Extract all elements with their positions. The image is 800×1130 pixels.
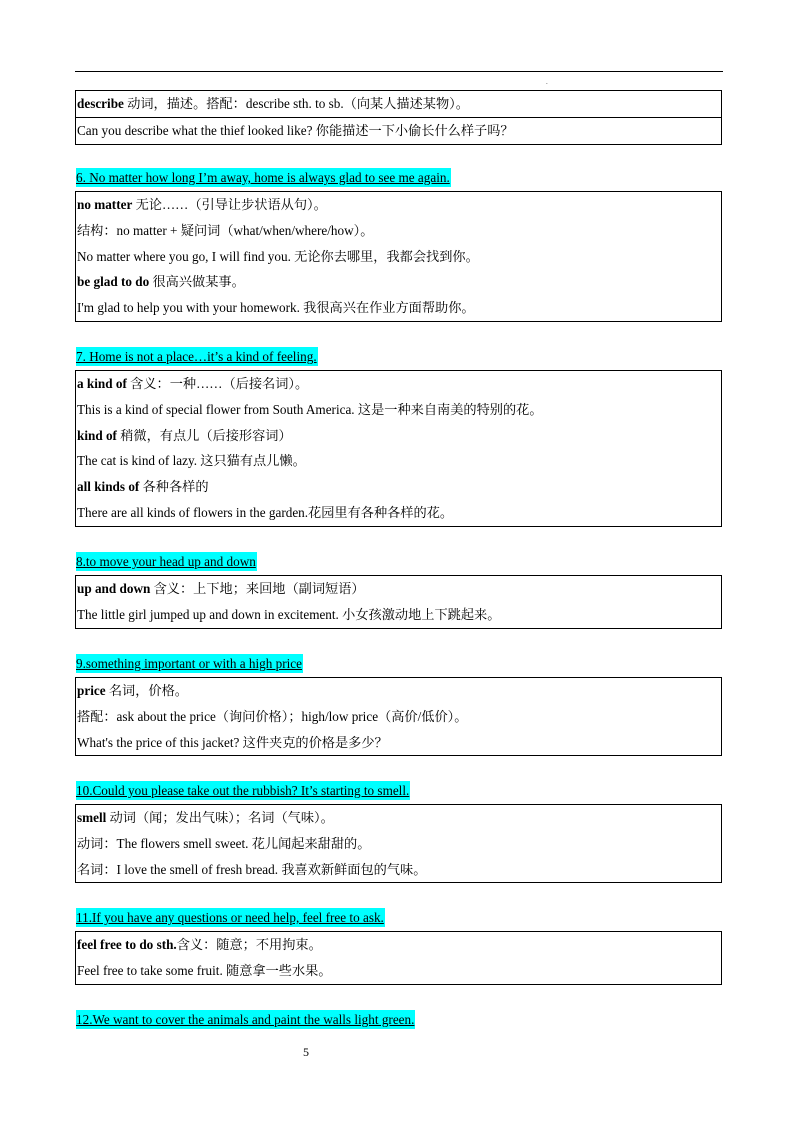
sentence-heading-7: 7. Home is not a place…it’s a kind of feeling.	[76, 349, 317, 364]
note-text: 无论……（引导让步状语从句）。	[132, 197, 327, 212]
page-number: 5	[303, 1045, 309, 1059]
note-line: 结构：no matter + 疑问词（what/when/where/how）。	[77, 222, 374, 238]
sentence-heading-6: 6. No matter how long I’m away, home is always glad to see me again.	[76, 170, 450, 185]
keyword: smell	[77, 810, 107, 825]
note-text: 名词，价格。	[105, 683, 188, 698]
example-line: 动词：The flowers smell sweet. 花儿闻起来甜甜的。	[77, 835, 371, 851]
note-line	[76, 192, 721, 218]
example-line: This is a kind of special flower from South America. 这是一种来自南美的特别的花。	[77, 401, 543, 417]
example-line: What's the price of this jacket? 这件夹克的价格是多少？	[77, 734, 388, 750]
example-line: No matter where you go, I will find you. 无论你去哪里，我都会找到你。	[77, 248, 479, 264]
example-line: 名词：I love the smell of fresh bread. 我喜欢新鲜面包的气味。	[77, 861, 427, 877]
keyword: up and down	[77, 581, 151, 596]
notes-box-6	[75, 191, 722, 322]
note-text: 各种各样的	[139, 479, 209, 495]
keyword: describe	[77, 96, 124, 111]
note-text: 稍微，有点儿（后接形容词）	[116, 427, 292, 443]
note-text: 动词，描述。搭配：describe sth. to sb.（向某人描述某物）。	[123, 96, 469, 111]
notes-box-8	[75, 575, 722, 629]
sentence-heading-8: 8.to move your head up and down	[76, 554, 256, 569]
keyword: a kind of	[77, 376, 127, 391]
keyword: kind of	[77, 427, 117, 443]
example-line: There are all kinds of flowers in the garden.花园里有各种各样的花。	[77, 504, 454, 520]
note-line	[76, 805, 721, 831]
keyword: be glad to do	[77, 274, 150, 290]
example-line: Can you describe what the thief looked like? 你能描述一下小偷长什么样子吗？	[77, 122, 514, 138]
note-text: 含义：上下地；来回地（副词短语）	[150, 581, 365, 596]
notes-box-describe	[75, 90, 722, 145]
sentence-heading-11: 11.If you have any questions or need help, feel free to ask.	[76, 910, 384, 925]
sentence-heading-10: 10.Could you please take out the rubbish? It’s starting to smell.	[76, 783, 410, 798]
keyword: all kinds of	[77, 479, 140, 495]
note-line	[76, 91, 721, 118]
example-line: I'm glad to help you with your homework. 我很高兴在作业方面帮助你。	[77, 300, 475, 316]
header-rule	[75, 71, 723, 72]
keyword: feel free to do sth.	[77, 937, 177, 952]
notes-box-11	[75, 931, 722, 985]
header-dot: .	[546, 78, 548, 86]
sentence-heading-12: 12.We want to cover the animals and paint the walls light green.	[76, 1012, 415, 1027]
note-line	[76, 932, 721, 958]
example-line: The cat is kind of lazy. 这只猫有点儿懒。	[77, 453, 306, 469]
note-text: 很高兴做某事。	[149, 274, 245, 290]
example-line: Feel free to take some fruit. 随意拿一些水果。	[77, 962, 332, 978]
note-line	[76, 678, 721, 704]
keyword: price	[77, 683, 106, 698]
note-line	[76, 371, 721, 397]
note-text: 含义：随意；不用拘束。	[176, 937, 322, 952]
keyword: no matter	[77, 197, 133, 212]
note-line	[76, 423, 721, 449]
note-line	[76, 474, 721, 500]
note-line	[76, 576, 721, 602]
example-line: The little girl jumped up and down in excitement. 小女孩激动地上下跳起来。	[77, 606, 501, 622]
note-line: 搭配：ask about the price（询问价格）；high/low price（高价/低价）。	[77, 708, 468, 724]
note-text: 含义：一种……（后接名词）。	[126, 376, 309, 391]
sentence-heading-9: 9.something important or with a high price	[76, 656, 302, 671]
note-line	[76, 269, 721, 295]
notes-box-10	[75, 804, 722, 883]
notes-box-7	[75, 370, 722, 527]
notes-box-9	[75, 677, 722, 756]
note-text: 动词（闻；发出气味）；名词（气味）。	[106, 810, 334, 825]
